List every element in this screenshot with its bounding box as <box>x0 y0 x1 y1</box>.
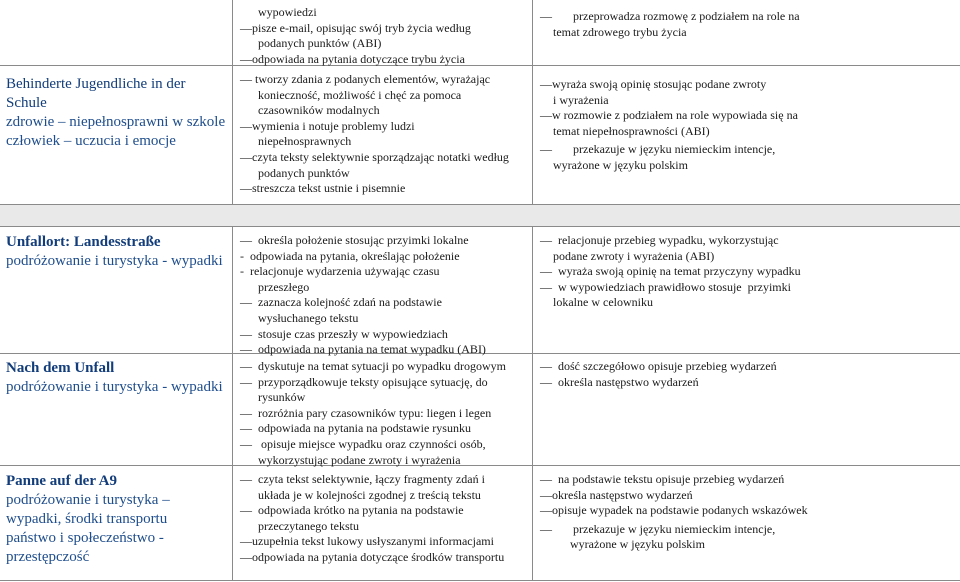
text-line: wysłuchanego tekstu <box>258 310 359 325</box>
text-line: ―opisuje wypadek na podstawie podanych wskazówek <box>540 503 808 518</box>
text-line: ― rozróżnia pary czasowników typu: liegen i legen <box>240 405 492 420</box>
row-2-col2 <box>240 233 486 358</box>
topic-title: Behinderte Jugendliche in der Schule <box>6 76 186 111</box>
text-line: ― przekazuje w języku niemieckim intencje, <box>540 142 776 157</box>
text-line: rysunków <box>258 390 306 405</box>
text-line: ― przyporządkowuje teksty opisujące sytuację, do <box>240 374 488 389</box>
text-line: czasowników modalnych <box>258 103 380 118</box>
text-line: - odpowiada na pytania, określając położenie <box>240 248 460 263</box>
text-line: wyrażone w języku polskim <box>570 537 705 552</box>
text-line: ― odpowiada na pytania na temat wypadku (ABI) <box>240 342 486 357</box>
text-line: ― określa położenie stosując przyimki lokalne <box>240 233 469 247</box>
text-line: ― stosuje czas przeszły w wypowiedziach <box>240 326 448 341</box>
text-line: - relacjonuje wydarzenia używając czasu <box>240 264 440 279</box>
text-line: ― tworzy zdania z podanych elementów, wyrażając <box>240 72 491 86</box>
topic-title: Panne auf der A9 <box>6 473 117 489</box>
text-line: ― opisuje miejsce wypadku oraz czynności osób, <box>240 436 486 451</box>
text-line: wypowiedzi <box>258 5 317 19</box>
text-line: lokalne w celowniku <box>553 295 653 310</box>
topic-subtitle: podróżowanie i turystyka - wypadki <box>6 379 223 395</box>
text-line: wyrażone w języku polskim <box>553 157 688 172</box>
row-1-col2 <box>240 72 509 197</box>
text-line: niepełnosprawnych <box>258 134 352 149</box>
column-divider <box>532 0 533 204</box>
topic-subtitle: podróżowanie i turystyka - wypadki <box>6 253 223 269</box>
row-1-topic <box>6 75 230 151</box>
text-line: przeszłego <box>258 279 310 294</box>
topic-subtitle: państwo i społeczeństwo - <box>6 530 164 546</box>
row-0-col2 <box>240 5 471 67</box>
text-line: ―czyta teksty selektywnie sporządzając notatki według <box>240 149 509 164</box>
row-3-col2 <box>240 359 506 468</box>
row-2-topic <box>6 233 230 271</box>
text-line: ― przekazuje w języku niemieckim intencje, <box>540 521 776 536</box>
text-line: wykorzystując podane zwroty i wyrażenia <box>258 452 461 467</box>
text-line: ― zaznacza kolejność zdań na podstawie <box>240 295 442 310</box>
topic-subtitle: człowiek – uczucia i emocje <box>6 133 176 149</box>
text-line: ― przeprowadza rozmowę z podziałem na role na <box>540 9 800 23</box>
text-line: temat niepełnosprawności (ABI) <box>553 123 710 138</box>
text-line: ―wymienia i notuje problemy ludzi <box>240 118 415 133</box>
text-line: układa je w kolejności zgodnej z treścią tekstu <box>258 487 481 502</box>
text-line: ―odpowiada na pytania dotyczące trybu życia <box>240 51 465 66</box>
text-line: podane zwroty i wyrażenia (ABI) <box>553 248 715 263</box>
text-line: konieczność, możliwość i chęć za pomoca <box>258 87 462 102</box>
text-line: podanych punktów <box>258 165 350 180</box>
topic-title: Unfallort: Landesstraße <box>6 234 161 250</box>
row-divider <box>0 580 960 581</box>
text-line: ― odpowiada krótko na pytania na podstawie <box>240 503 464 518</box>
text-line: podanych punktów (ABI) <box>258 36 382 51</box>
column-divider <box>532 226 533 581</box>
text-line: ― określa następstwo wydarzeń <box>540 374 699 389</box>
text-line: i wyrażenia <box>553 92 609 107</box>
row-0-col3 <box>540 9 800 40</box>
text-line: ―streszcza tekst ustnie i pisemnie <box>240 181 406 196</box>
text-line: ―uzupełnia tekst lukowy usłyszanymi informacjami <box>240 534 494 549</box>
text-line: ―określa następstwo wydarzeń <box>540 487 693 502</box>
text-line: przeczytanego tekstu <box>258 518 359 533</box>
row-divider <box>0 65 960 66</box>
text-line: ― dość szczegółowo opisuje przebieg wydarzeń <box>540 359 777 373</box>
row-3-col3 <box>540 359 777 390</box>
row-divider <box>0 226 960 227</box>
text-line: temat zdrowego trybu życia <box>553 24 687 39</box>
text-line: ―wyraża swoją opinię stosując podane zwroty <box>540 77 767 91</box>
text-line: ― czyta tekst selektywnie, łączy fragmenty zdań i <box>240 472 485 486</box>
text-line: ―w rozmowie z podziałem na role wypowiada się na <box>540 108 798 123</box>
text-line: ― wyraża swoją opinię na temat przyczyny wypadku <box>540 264 801 279</box>
text-line: ― w wypowiedziach prawidłowo stosuje przyimki <box>540 279 791 294</box>
separator-band <box>0 204 960 226</box>
row-2-col3 <box>540 233 801 311</box>
column-divider <box>232 0 233 204</box>
text-line: ― relacjonuje przebieg wypadku, wykorzystując <box>540 233 779 247</box>
topic-subtitle: podróżowanie i turystyka – <box>6 492 170 508</box>
text-line: ―odpowiada na pytania dotyczące środków transportu <box>240 549 505 564</box>
topic-subtitle: przestępczość <box>6 549 90 565</box>
topic-title: Nach dem Unfall <box>6 360 115 376</box>
row-1-col3 <box>540 77 798 174</box>
row-3-topic <box>6 359 230 397</box>
text-line: ― odpowiada na pytania na podstawie rysunku <box>240 421 471 436</box>
row-divider <box>0 204 960 205</box>
text-line: ― dyskutuje na temat sytuacji po wypadku drogowym <box>240 359 506 373</box>
column-divider <box>232 226 233 581</box>
row-4-col2 <box>240 472 504 566</box>
row-4-topic <box>6 472 230 567</box>
text-line: ― na podstawie tekstu opisuje przebieg wydarzeń <box>540 472 785 486</box>
row-4-col3 <box>540 472 808 553</box>
text-line: ―pisze e-mail, opisując swój tryb życia według <box>240 20 471 35</box>
topic-subtitle: wypadki, środki transportu <box>6 511 168 527</box>
topic-subtitle: zdrowie – niepełnosprawni w szkole <box>6 114 226 130</box>
